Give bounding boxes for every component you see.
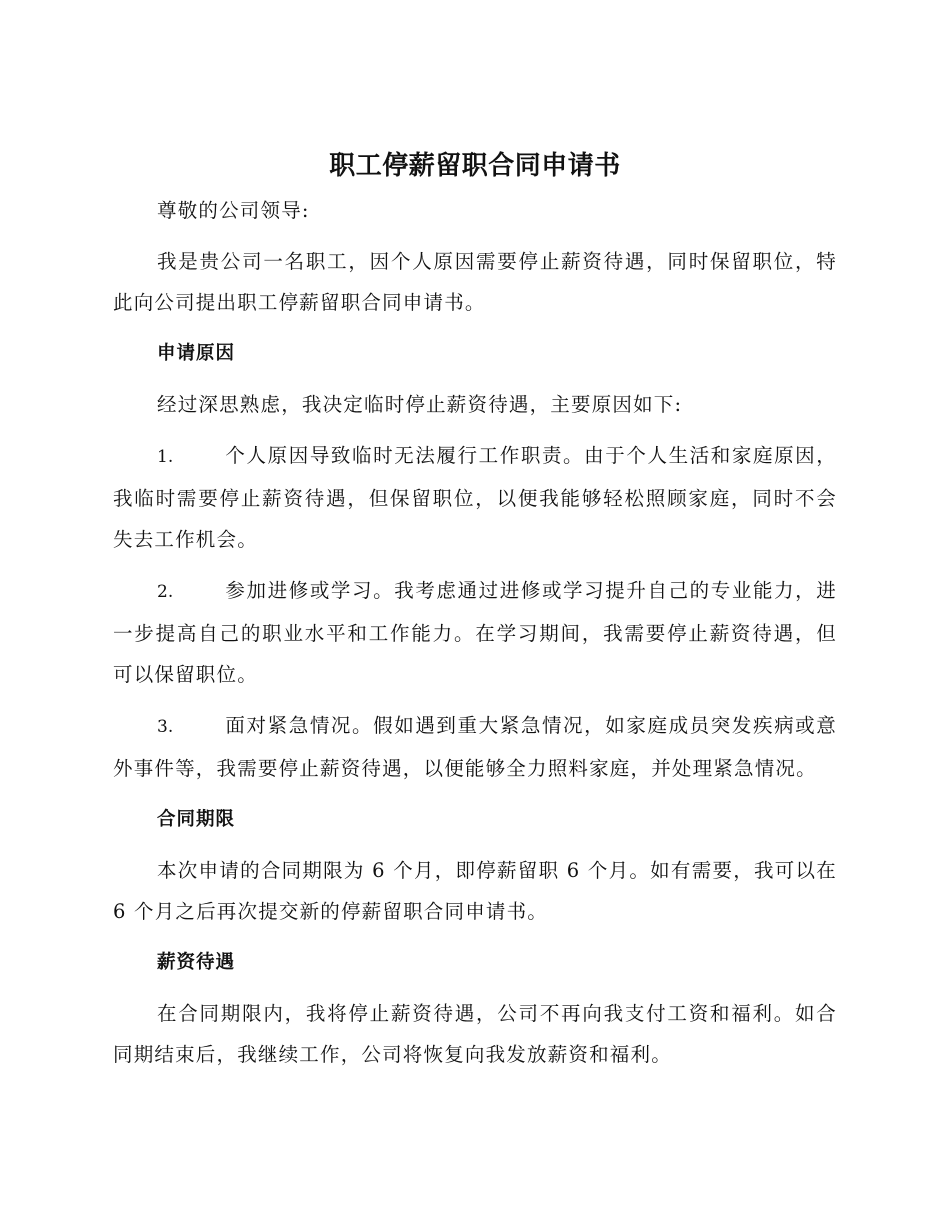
intro-paragraph: 我是贵公司一名职工，因个人原因需要停止薪资待遇，同时保留职位，特此向公司提出职工停薪留职合同申请书。: [113, 250, 837, 314]
document-body: [113, 190, 837, 1085]
term-paragraph: 本次申请的合同期限为 6 个月，即停薪留职 6 个月。如有需要，我可以在 6 个月之后再次提交新的停薪留职合同申请书。: [113, 859, 837, 923]
reason-lead-paragraph: 经过深思熟虑，我决定临时停止薪资待遇，主要原因如下:: [157, 393, 683, 416]
list-item: [113, 435, 837, 560]
list-item: [113, 705, 837, 789]
list-item-number: 2.: [157, 582, 174, 602]
section-heading-term: 合同期限: [157, 809, 236, 830]
greeting: 尊敬的公司领导:: [157, 199, 310, 222]
list-item-number: 3.: [157, 717, 174, 737]
list-item-text: 面对紧急情况。假如遇到重大紧急情况，如家庭成员突发疾病或意外事件等，我需要停止薪资待遇，以便能够全力照料家庭，并处理紧急情况。: [113, 714, 837, 780]
document-title: 职工停薪留职合同申请书: [329, 151, 621, 181]
list-item-number: 1.: [157, 447, 174, 467]
list-item-text: 参加进修或学习。我考虑通过进修或学习提升自己的专业能力，进一步提高自己的职业水平和工作能力。在学习期间，我需要停止薪资待遇，但可以保留职位。: [113, 579, 837, 686]
section-heading-salary: 薪资待遇: [157, 952, 236, 973]
salary-paragraph: 在合同期限内，我将停止薪资待遇，公司不再向我支付工资和福利。如合同期结束后，我继续工作，公司将恢复向我发放薪资和福利。: [113, 1002, 837, 1066]
list-item-text: 个人原因导致临时无法履行工作职责。由于个人生活和家庭原因，我临时需要停止薪资待遇，但保留职位，以便我能够轻松照顾家庭，同时不会失去工作机会。: [113, 444, 837, 551]
section-heading-reason: 申请原因: [157, 343, 236, 364]
list-item: [113, 570, 837, 695]
